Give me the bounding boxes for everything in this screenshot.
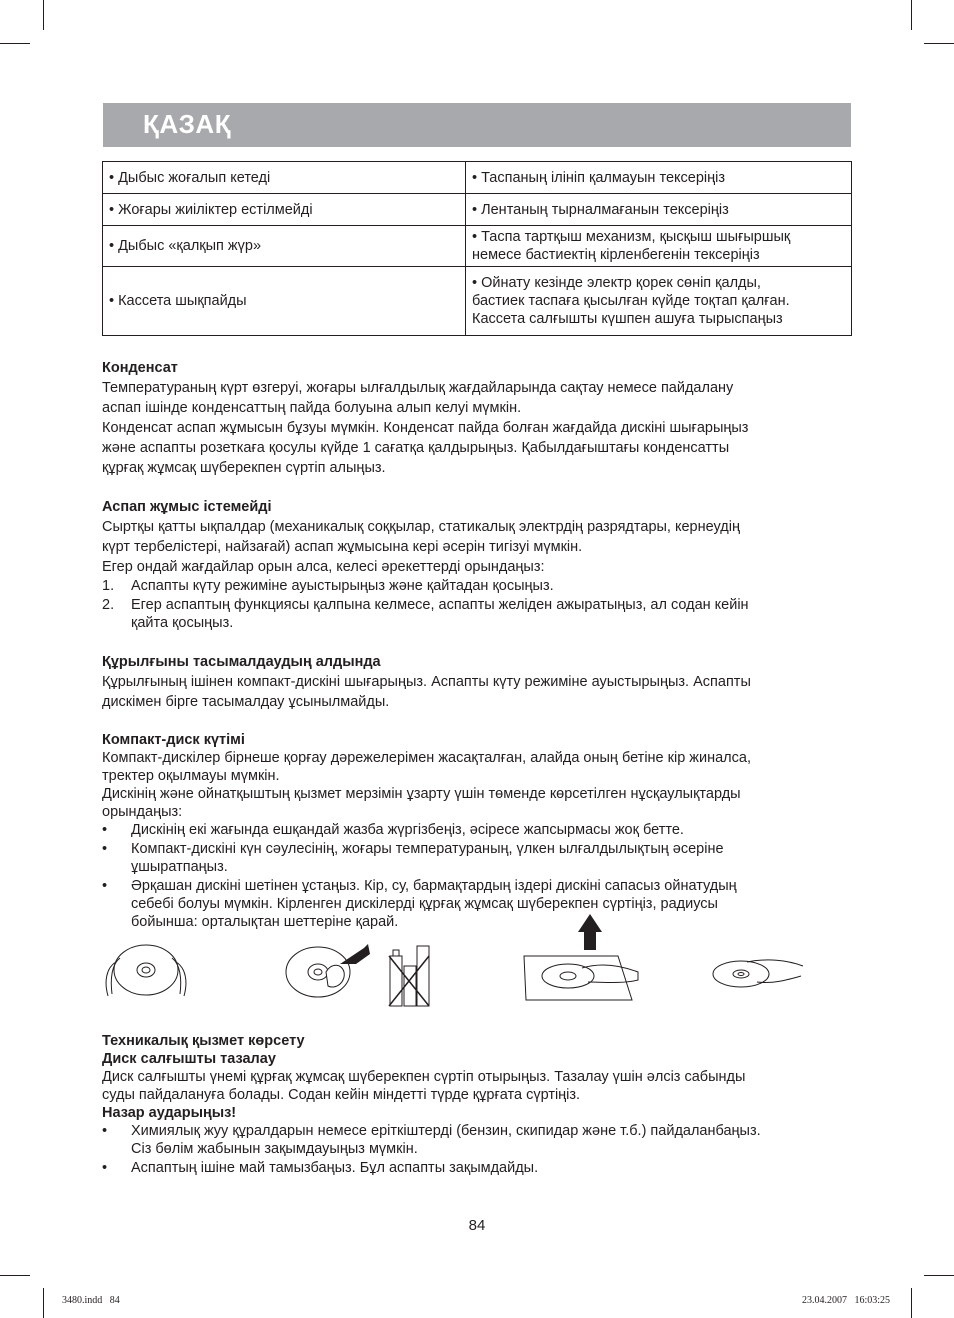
section-heading-maintenance: Техникалық қызмет көрсету: [102, 1033, 305, 1049]
bullet-list: [102, 1122, 854, 1177]
list-item: • Компакт-дискіні күн сәулесінің, жоғары температураның, үлкен ылғалдылықтың әсеріне ұшыратпаңыз.: [102, 841, 724, 875]
paragraph-line: Компакт-дискілер бірнеше қорғау дәрежелерімен жасақталған, алайда оның бетіне кір жиналса,: [102, 750, 751, 766]
paragraph-line: Егер ондай жағдайлар орын алса, келесі әрекеттерді орындаңыз:: [102, 559, 545, 575]
crop-mark: [911, 1288, 912, 1318]
solution-cell: • Таспа тартқыш механизм, қысқыш шығыршық немесе бастиектің кірленбегенін тексеріңіз: [466, 226, 852, 267]
list-item: • Дискінің екі жағында ешқандай жазба жүргізбеңіз, әсіресе жапсырмасы жоқ бетте.: [102, 822, 684, 838]
list-item: • Әрқашан дискіні шетінен ұстаңыз. Кір, су, бармақтардың іздері дискіні сапасыз ойнатудың себебі болуы мүмкін. Кірленген дискілерді құрғақ жұмсақ шүберекпен сүртіңіз, радиусы бойынша: орталықтан шеттеріне қарай.: [102, 878, 737, 930]
subsection-heading-tray-cleaning: Диск салғышты тазалау: [102, 1051, 276, 1067]
attention-heading: Назар аударыңыз!: [102, 1105, 237, 1121]
language-title: ҚАЗАҚ: [143, 109, 232, 139]
problem-cell: • Дыбыс жоғалып кетеді: [103, 162, 466, 194]
footer-timestamp-slug: 23.04.2007 16:03:25: [801, 1295, 890, 1306]
crop-mark: [924, 1275, 954, 1276]
problem-cell: • Жоғары жиіліктер естілмейді: [103, 194, 466, 226]
paragraph-line: аспап ішінде конденсаттың пайда болуына алып келуі мүмкін.: [102, 400, 522, 416]
section-heading-transport: Құрылғыны тасымалдаудың алдында: [102, 654, 381, 670]
list-item: 2. Егер аспаптың функциясы қалпына келмесе, аспапты желіден ажыратыңыз, ал содан кейін қайта қосыңыз.: [102, 597, 749, 631]
disc-held-by-edges-icon: [102, 942, 192, 1012]
manual-body: [102, 358, 854, 1178]
no-solvents-icon: [387, 942, 437, 1012]
paragraph-line: Температураның күрт өзгеруі, жоғары ылғалдылық жағдайларында сақтау немесе пайдалану: [102, 380, 734, 396]
disc-care-illustrations: [102, 932, 854, 1032]
table-row: [103, 194, 852, 226]
list-item: 1. Аспапты күту режиміне ауыстырыңыз және қайтадан қосыңыз.: [102, 578, 554, 594]
page-number: 84: [468, 1217, 486, 1234]
problem-cell: • Кассета шықпайды: [103, 267, 466, 336]
solution-cell: • Ойнату кезінде электр қорек сөніп қалды, бастиек таспаға қысылған күйде тоқтап қалған. Кассета салғышты күшпен ашуға тырыспаңыз: [466, 267, 852, 336]
disc-wiping-icon: [282, 942, 374, 1012]
footer-file-slug: 3480.indd 84: [62, 1295, 120, 1306]
table-row: [103, 162, 852, 194]
solution-cell: • Таспаның ілініп қалмауын тексеріңіз: [466, 162, 852, 194]
paragraph-line: орындаңыз:: [102, 804, 183, 820]
paragraph-line: және аспапты розеткаға қосулы күйде 1 сағатқа қалдырыңыз. Қабылдағыштағы конденсатты: [102, 440, 730, 456]
paragraph-line: күрт тербелістері, найзағай) аспап жұмысына кері әсерін тигізуі мүмкін.: [102, 539, 583, 555]
crop-mark: [911, 0, 912, 30]
disc-on-palm-icon: [707, 942, 807, 1012]
crop-mark: [0, 43, 30, 44]
table-row: [103, 226, 852, 267]
crop-mark: [924, 43, 954, 44]
list-item: • Химиялық жуу құралдарын немесе еріткіштерді (бензин, скипидар және т.б.) пайдаланбаңыз. Сіз бөлім жабынын зақымдауыңыз мүмкін.: [102, 1123, 761, 1157]
language-banner: [103, 103, 851, 147]
section-heading-not-working: Аспап жұмыс істемейді: [102, 499, 272, 515]
table-row: [103, 267, 852, 336]
paragraph-line: Сыртқы қатты ықпалдар (механикалық соққылар, статикалық электрдің разрядтары, кернеудің: [102, 519, 740, 535]
disc-tray-eject-icon: [522, 912, 642, 1004]
paragraph-line: суды пайдалануға болады. Содан кейін міндетті түрде құрғата сүртіңіз.: [102, 1087, 581, 1103]
problem-cell: • Дыбыс «қалқып жүр»: [103, 226, 466, 267]
paragraph-line: Құрылғының ішінен компакт-дискіні шығарыңыз. Аспапты күту режиміне ауыстырыңыз. Аспапты: [102, 674, 751, 690]
section-heading-condensate: Конденсат: [102, 360, 178, 376]
paragraph-line: Дискінің және ойнатқыштың қызмет мерзімін ұзарту үшін төменде көрсетілген нұсқаулықтарды: [102, 786, 741, 802]
paragraph-line: құрғақ жұмсақ шүберекпен сүртіп алыңыз.: [102, 460, 386, 476]
list-item: • Аспаптың ішіне май тамызбаңыз. Бұл аспапты зақымдайды.: [102, 1160, 539, 1176]
paragraph-line: Диск салғышты үнемі құрғақ жұмсақ шүберекпен сүртіп отырыңыз. Тазалау үшін әлсіз сабынды: [102, 1069, 746, 1085]
solution-cell: • Лентаның тырналмағанын тексеріңіз: [466, 194, 852, 226]
crop-mark: [43, 1288, 44, 1318]
troubleshooting-table: [102, 161, 852, 336]
numbered-steps: [102, 577, 854, 632]
paragraph-line: тректер оқылмауы мүмкін.: [102, 768, 280, 784]
crop-mark: [43, 0, 44, 30]
paragraph-line: дискімен бірге тасымалдау ұсынылмайды.: [102, 694, 390, 710]
section-heading-cd-care: Компакт-диск күтімі: [102, 732, 245, 748]
paragraph-line: Конденсат аспап жұмысын бұзуы мүмкін. Конденсат пайда болған жағдайда дискіні шығарыңыз: [102, 420, 749, 436]
bullet-list: [102, 821, 854, 931]
crop-mark: [0, 1275, 30, 1276]
